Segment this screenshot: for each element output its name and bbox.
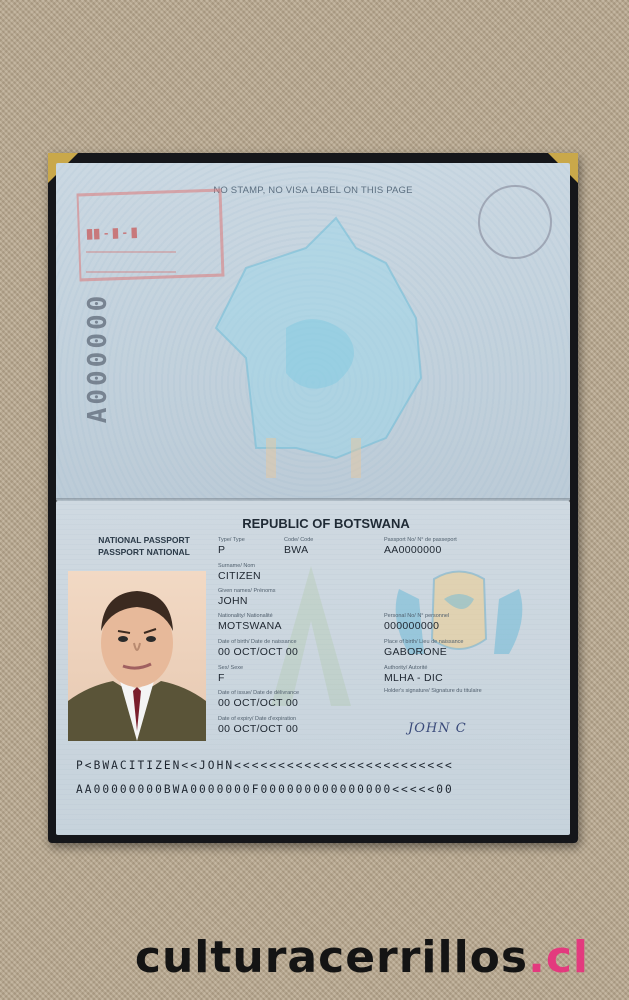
code-label: Code/ Code <box>284 537 314 543</box>
holder-photo <box>68 571 206 741</box>
authority-label: Authority/ Autorité <box>384 665 428 671</box>
mrz-line-1: P<BWACITIZEN<<JOHN<<<<<<<<<<<<<<<<<<<<<<<<< <box>76 759 454 772</box>
expiry-date-label: Date of expiry/ Date d'expiration <box>218 716 297 722</box>
expiry-date-value: 00 OCT/OCT 00 <box>218 723 299 735</box>
perforated-serial: A000000 <box>83 292 113 424</box>
type-value: P <box>218 544 226 556</box>
portrait-illustration <box>68 571 206 741</box>
round-stamp <box>478 185 552 259</box>
code-value: BWA <box>284 544 309 556</box>
issue-date-label: Date of issue/ Date de délivrance <box>218 690 300 696</box>
issue-date-value: 00 OCT/OCT 00 <box>218 697 299 709</box>
nationality-label: Nationality/ Nationalité <box>218 613 273 619</box>
surname-label: Surname/ Nom <box>218 563 255 569</box>
holder-signature: JOHN C <box>408 721 467 736</box>
holder-signature-label: Holder's signature/ Signature du titulaire <box>384 688 482 694</box>
personal-no-value: 000000000 <box>384 620 440 632</box>
site-watermark <box>0 932 629 983</box>
issuing-country-title: REPUBLIC OF BOTSWANA <box>242 516 410 531</box>
given-names-value: JOHN <box>218 595 248 607</box>
pob-label: Place of birth/ Lieu de naissance <box>384 639 464 645</box>
stamp-lines <box>86 251 176 273</box>
nationality-value: MOTSWANA <box>218 620 282 632</box>
passport-no-value: AA0000000 <box>384 544 442 556</box>
mrz-line-2: AA00000000BWA0000000F000000000000000<<<<<00 <box>76 783 454 796</box>
map-watermark <box>186 208 446 478</box>
document-type-fr: PASSPORT NATIONAL <box>98 547 190 557</box>
surname-value: CITIZEN <box>218 570 261 582</box>
document-type-header <box>74 534 214 558</box>
coat-of-arms-watermark <box>374 559 544 679</box>
document-type-en: NATIONAL PASSPORT <box>98 535 190 545</box>
passport-no-label: Passport No/ N° de passeport <box>384 537 457 543</box>
bio-data-page <box>56 501 570 835</box>
watermark-tld: .cl <box>528 932 589 983</box>
sex-value: F <box>218 672 225 684</box>
stamp-date-mark: ▮▮ ‑ ▮ ‑ ▮ <box>85 224 138 241</box>
watermark-main: culturacerrillos <box>134 932 529 983</box>
visa-page-notice: NO STAMP, NO VISA LABEL ON THIS PAGE <box>213 185 413 196</box>
visa-page <box>56 163 570 501</box>
dob-value: 00 OCT/OCT 00 <box>218 646 299 658</box>
pob-value: GABORONE <box>384 646 448 658</box>
personal-no-label: Personal No/ N° personnel <box>384 613 450 619</box>
dob-label: Date of birth/ Date de naissance <box>218 639 297 645</box>
sex-label: Sex/ Sexe <box>218 665 244 671</box>
authority-value: MLHA - DIC <box>384 672 444 684</box>
given-names-label: Given names/ Prénoms <box>218 588 276 594</box>
type-label: Type/ Type <box>218 537 245 543</box>
security-watermark <box>266 561 356 711</box>
